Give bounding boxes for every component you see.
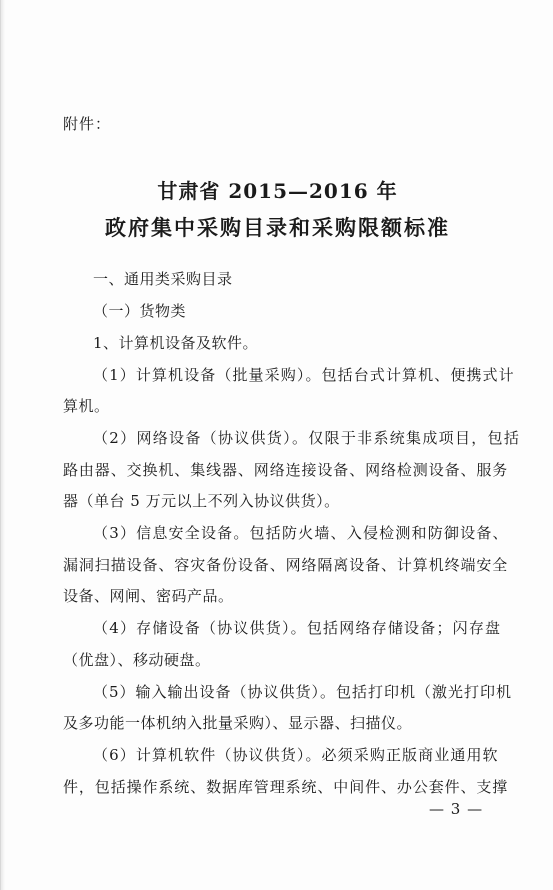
paragraph-line: （4）存储设备（协议供货）。包括网络存储设备；闪存盘	[93, 619, 502, 637]
scan-edge	[1, 0, 5, 890]
page-number: — 3 —	[429, 800, 484, 818]
paragraph-line: 器（单台 5 万元以上不列入协议供货）。	[63, 492, 340, 510]
section-heading: 一、通用类采购目录	[93, 270, 233, 288]
title-line-2: 政府集中采购目录和采购限额标准	[105, 215, 450, 240]
paragraph-line: （6）计算机软件（协议供货）。必须采购正版商业通用软	[93, 746, 499, 764]
paragraph-line: 设备、网闸、密码产品。	[63, 587, 234, 605]
paragraph-line: 件，包括操作系统、数据库管理系统、中间件、办公套件、支撑	[63, 778, 509, 796]
paragraph-line: （1）计算机设备（批量采购）。包括台式计算机、便携式计	[93, 366, 515, 384]
paragraph-line: （2）网络设备（协议供货）。仅限于非系统集成项目，包括	[93, 429, 521, 447]
paragraph-line: 路由器、交换机、集线器、网络连接设备、网络检测设备、服务	[63, 461, 509, 479]
item-heading: 1、计算机设备及软件。	[93, 334, 259, 352]
paragraph-line: 漏洞扫描设备、容灾备份设备、网络隔离设备、计算机终端安全	[63, 556, 509, 574]
subsection-heading: （一）货物类	[93, 302, 187, 320]
attachment-label: 附件：	[63, 115, 112, 133]
paragraph-line: 及多功能一体机纳入批量采购）、显示器、扫描仪。	[63, 714, 413, 732]
title-line-1: 甘肃省 2015—2016 年	[157, 179, 398, 203]
paragraph-line: 算机。	[63, 397, 110, 415]
paragraph-line: （优盘）、移动硬盘。	[63, 651, 211, 669]
paragraph-line: （3）信息安全设备。包括防火墙、入侵检测和防御设备、	[93, 524, 509, 542]
paragraph-line: （5）输入输出设备（协议供货）。包括打印机（激光打印机	[93, 683, 513, 701]
